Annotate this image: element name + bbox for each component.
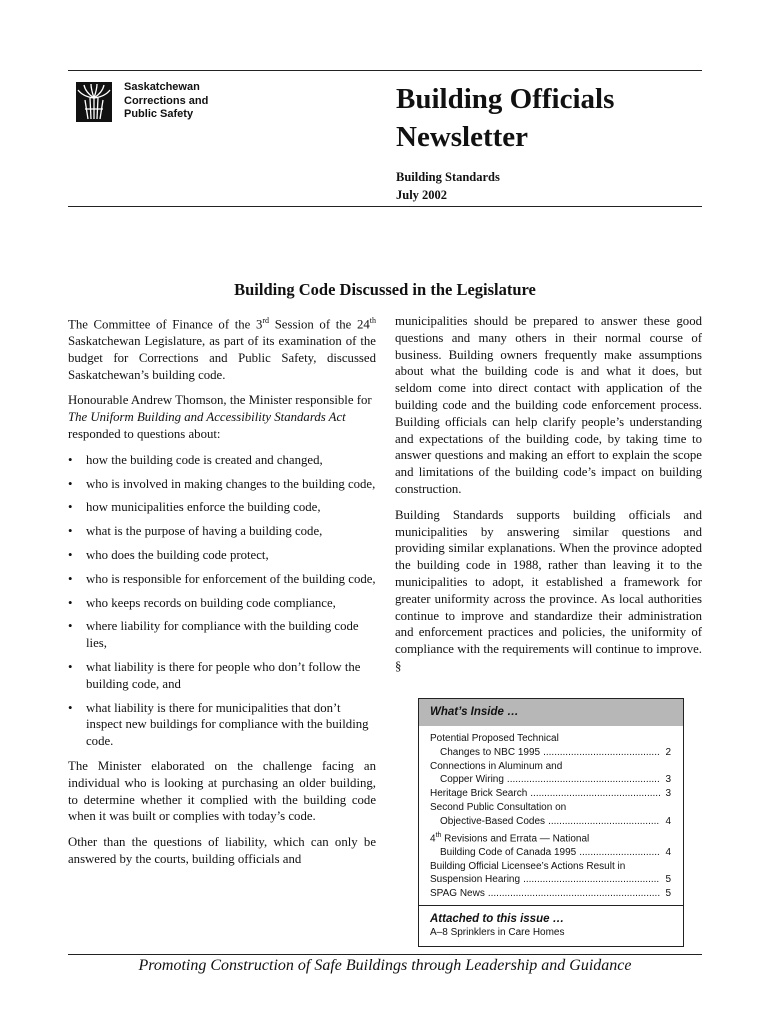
toc-entry-line2: Suspension Hearing <box>430 874 521 886</box>
list-item: • what liability is there for municipalities that don’t inspect new buildings for compliance with the building code. <box>68 700 376 750</box>
toc-page-number: 5 <box>665 874 671 886</box>
question-list <box>68 452 376 750</box>
list-item: • who does the building code protect, <box>68 547 376 564</box>
leader-dots <box>507 773 660 787</box>
whats-inside-box <box>418 698 684 947</box>
toc-entry[interactable] <box>430 787 671 801</box>
toc-entry[interactable] <box>430 732 671 760</box>
footer-tagline: Promoting Construction of Safe Buildings through Leadership and Guidance <box>138 957 632 974</box>
issue-info <box>396 168 500 204</box>
list-item: • who is involved in making changes to the building code, <box>68 476 376 493</box>
leader-dots <box>488 887 660 901</box>
toc-entry-line1 <box>430 829 671 846</box>
p1-text-a: The Committee of Finance of the 3 <box>68 317 263 332</box>
toc-entry-line1: SPAG News <box>430 888 485 900</box>
org-name-line3: Public Safety <box>124 108 194 120</box>
whats-inside-heading: What’s Inside … <box>419 699 683 726</box>
list-item: • what is the purpose of having a building code, <box>68 523 376 540</box>
attached-section <box>419 905 683 940</box>
issue-date: July 2002 <box>396 188 448 202</box>
list-item: • how the building code is created and changed, <box>68 452 376 469</box>
toc-entry-line1: Potential Proposed Technical <box>430 733 559 744</box>
toc-entry[interactable] <box>430 829 671 860</box>
article-column-right <box>395 313 702 684</box>
toc-page-number: 3 <box>665 774 671 786</box>
toc-entry-line1: Building Official Licensee’s Actions Result in <box>430 860 626 872</box>
org-name <box>124 81 208 122</box>
list-item: • where liability for compliance with the building code lies, <box>68 618 376 652</box>
toc-page-number: 4 <box>665 815 671 827</box>
table-of-contents <box>419 726 683 901</box>
paragraph-municipalities: municipalities should be prepared to answer these good questions and many others in their normal course of business. Building owners frequently make assumptions about what the building code is and what it does, but seldom come into direct contact with application of the building code and the building code enforcement process. Building officials can help clarify people’s understanding and expectations of the building code, by taking time to answer questions and making an effort to explain the scope and limitations of the building code’s impact on building construction. <box>395 314 702 496</box>
paragraph-building-standards: Building Standards supports building officials and municipalities by answering similar questions and providing similar explanations. When the province adopted the building code in 1988, rather than leaving it to the municipalities to adopt, it established a framework for greater uniformity across the province. As local authorities continue to improve and standardize their administration and enforcement practices and policies, the uniformity of compliance with the requirements will continue to improve. § <box>395 507 702 673</box>
toc-entry[interactable] <box>430 801 671 829</box>
toc-entry-line1: Second Public Consultation on <box>430 801 567 813</box>
toc-page-number: 5 <box>665 888 671 900</box>
org-name-line1: Saskatchewan <box>124 81 200 93</box>
toc-page-number: 4 <box>665 846 671 858</box>
paragraph-minister <box>68 392 376 442</box>
paragraph-elaboration: The Minister elaborated on the challenge facing an individual who is looking at purchasing an older building, to determine whether it complied with the building code when it was built or complies with today’s code. <box>68 759 376 824</box>
p1-text-b: Session of the 24 <box>269 317 370 332</box>
toc-entry[interactable] <box>430 887 671 901</box>
list-item: • who is responsible for enforcement of the building code, <box>68 571 376 588</box>
leader-dots <box>579 846 660 860</box>
newsletter-title <box>396 80 614 156</box>
top-rule <box>68 70 702 71</box>
attached-item[interactable]: A–8 Sprinklers in Care Homes <box>430 927 565 938</box>
p1-sup2: th <box>369 316 376 325</box>
wheat-sheaf-icon <box>76 82 112 122</box>
p1-sup1: rd <box>262 316 270 325</box>
list-item: • what liability is there for people who don’t follow the building code, and <box>68 659 376 693</box>
toc-entry[interactable] <box>430 760 671 788</box>
toc-entry-line1: Heritage Brick Search <box>430 788 528 800</box>
list-item: • who keeps records on building code compliance, <box>68 595 376 612</box>
leader-dots <box>548 815 660 829</box>
header-bottom-rule <box>68 206 702 207</box>
toc-page-number: 2 <box>665 746 671 758</box>
toc-entry-line1-pre: 4 <box>430 832 436 844</box>
p2-text-a: Honourable Andrew Thomson, the Minister responsible for <box>68 393 372 408</box>
p1-text-c: Saskatchewan Legislature, as part of its examination of the budget for Corrections and Public Safety, discussed Saskatchewan’s building code. <box>68 334 376 382</box>
toc-entry-line1-post: Revisions and Errata — National <box>441 832 590 844</box>
section-name: Building Standards <box>396 170 500 184</box>
p2-text-b: responded to questions about: <box>68 427 221 442</box>
toc-page-number: 3 <box>665 788 671 800</box>
leader-dots <box>543 746 660 760</box>
leader-dots <box>523 873 660 887</box>
title-line1: Building Officials <box>396 83 615 115</box>
title-line2: Newsletter <box>396 121 529 153</box>
toc-entry-line2: Objective-Based Codes <box>440 815 546 827</box>
toc-entry[interactable] <box>430 860 671 888</box>
org-name-line2: Corrections and <box>124 94 209 107</box>
toc-entry-line1: Connections in Aluminum and <box>430 760 563 772</box>
attached-heading: Attached to this issue … <box>430 913 565 925</box>
paragraph-liability: Other than the questions of liability, which can only be answered by the courts, building officials and <box>68 835 376 866</box>
paragraph-intro <box>68 313 376 383</box>
toc-entry-line1-sup: th <box>435 831 442 839</box>
list-item: • how municipalities enforce the building code, <box>68 499 376 516</box>
toc-entry-line2: Building Code of Canada 1995 <box>440 846 577 858</box>
article-headline: Building Code Discussed in the Legislature <box>234 280 536 299</box>
leader-dots <box>530 787 660 801</box>
toc-entry-line2: Changes to NBC 1995 <box>440 746 541 758</box>
article-column-left <box>68 313 376 877</box>
footer-rule <box>68 954 702 955</box>
act-title: The Uniform Building and Accessibility Standards Act <box>68 410 346 425</box>
toc-entry-line2: Copper Wiring <box>440 774 504 786</box>
